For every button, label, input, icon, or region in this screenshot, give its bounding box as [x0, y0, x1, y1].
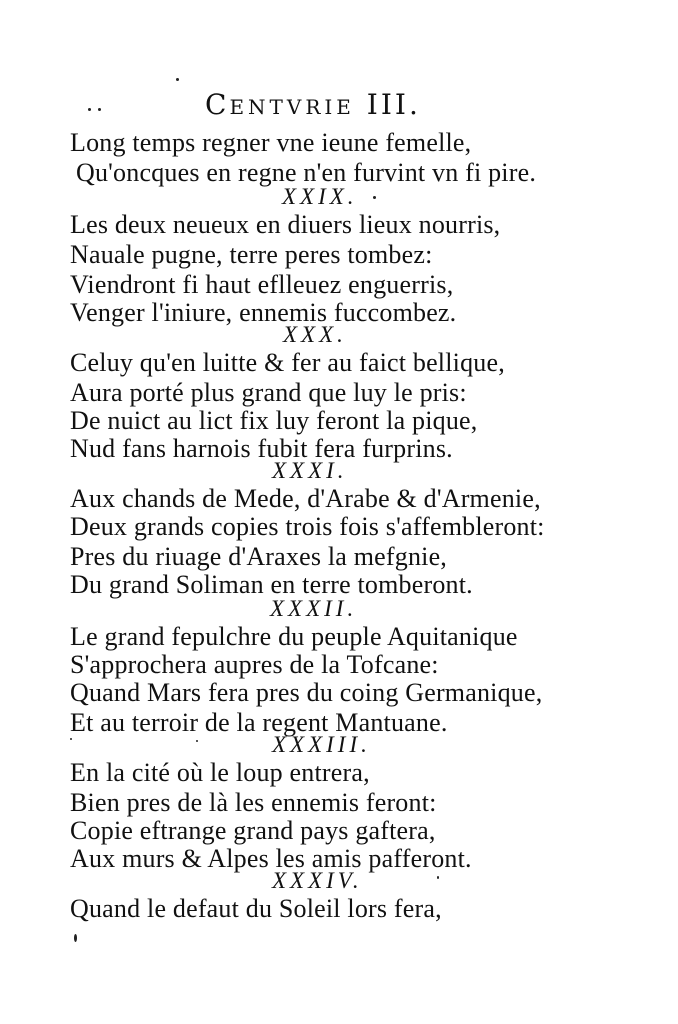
scan-speck [176, 78, 179, 81]
verse-line: Long temps regner vne ieune femelle, [70, 128, 472, 157]
verse-line: S'approchera aupres de la Tofcane: [70, 650, 439, 679]
verse-line: Aura porté plus grand que luy le pris: [70, 378, 467, 407]
verse-line: Copie eftrange grand pays gaftera, [70, 816, 436, 845]
quatrain-number: XXIX. [282, 184, 358, 209]
verse-line: Viendront fi haut eflleuez enguerris, [70, 270, 454, 299]
quatrain-number: XXXII. [270, 596, 358, 621]
verse-line: Deux grands copies trois fois s'affembleront: [70, 512, 545, 541]
running-head [205, 88, 421, 121]
scan-speck [70, 738, 72, 740]
verse-line: Les deux neueux en diuers lieux nourris, [70, 210, 501, 239]
verse-line: En la cité où le loup entrera, [70, 758, 370, 787]
scan-speck [88, 108, 91, 111]
running-head-small-caps: ENTVRIE [229, 95, 355, 119]
verse-line: Bien pres de là les ennemis feront: [70, 788, 437, 817]
verse-line: Nauale pugne, terre peres tombez: [70, 240, 433, 269]
verse-line: Qu'oncques en regne n'en furvint vn fi pire. [76, 158, 537, 187]
verse-line: Nud fans harnois fubit fera furprins. [70, 434, 453, 463]
quatrain-number: XXXIV. [272, 868, 363, 893]
verse-line: Et au terroir de la regent Mantuane. [70, 708, 448, 737]
scan-speck [437, 876, 439, 879]
verse-line: Celuy qu'en luitte & fer au faict bellique, [70, 348, 505, 377]
verse-line: Aux murs & Alpes les amis pafferont. [70, 844, 472, 873]
verse-line: Du grand Soliman en terre tomberont. [70, 570, 473, 599]
running-head-number: III. [366, 88, 421, 121]
verse-line: Quand le defaut du Soleil lors fera, [70, 894, 442, 923]
scan-speck [98, 108, 101, 111]
verse-line: Aux chands de Mede, d'Arabe & d'Armenie, [70, 484, 541, 513]
verse-line: Venger l'iniure, ennemis fuccombez. [70, 298, 457, 327]
quatrain-number: XXXIII. [272, 732, 371, 757]
verse-line: Quand Mars fera pres du coing Germanique, [70, 678, 543, 707]
running-head-initial: C [205, 88, 230, 121]
verse-line: Pres du riuage d'Araxes la mefgnie, [70, 542, 448, 571]
verse-line: De nuict au lict fix luy feront la pique, [70, 406, 478, 435]
scan-speck [74, 934, 77, 942]
quatrain-number: XXXI. [272, 458, 348, 483]
verse-line: Le grand fepulchre du peuple Aquitanique [70, 622, 518, 651]
scan-speck [196, 740, 198, 742]
scan-speck [373, 196, 376, 199]
quatrain-number: XXX. [283, 322, 347, 347]
